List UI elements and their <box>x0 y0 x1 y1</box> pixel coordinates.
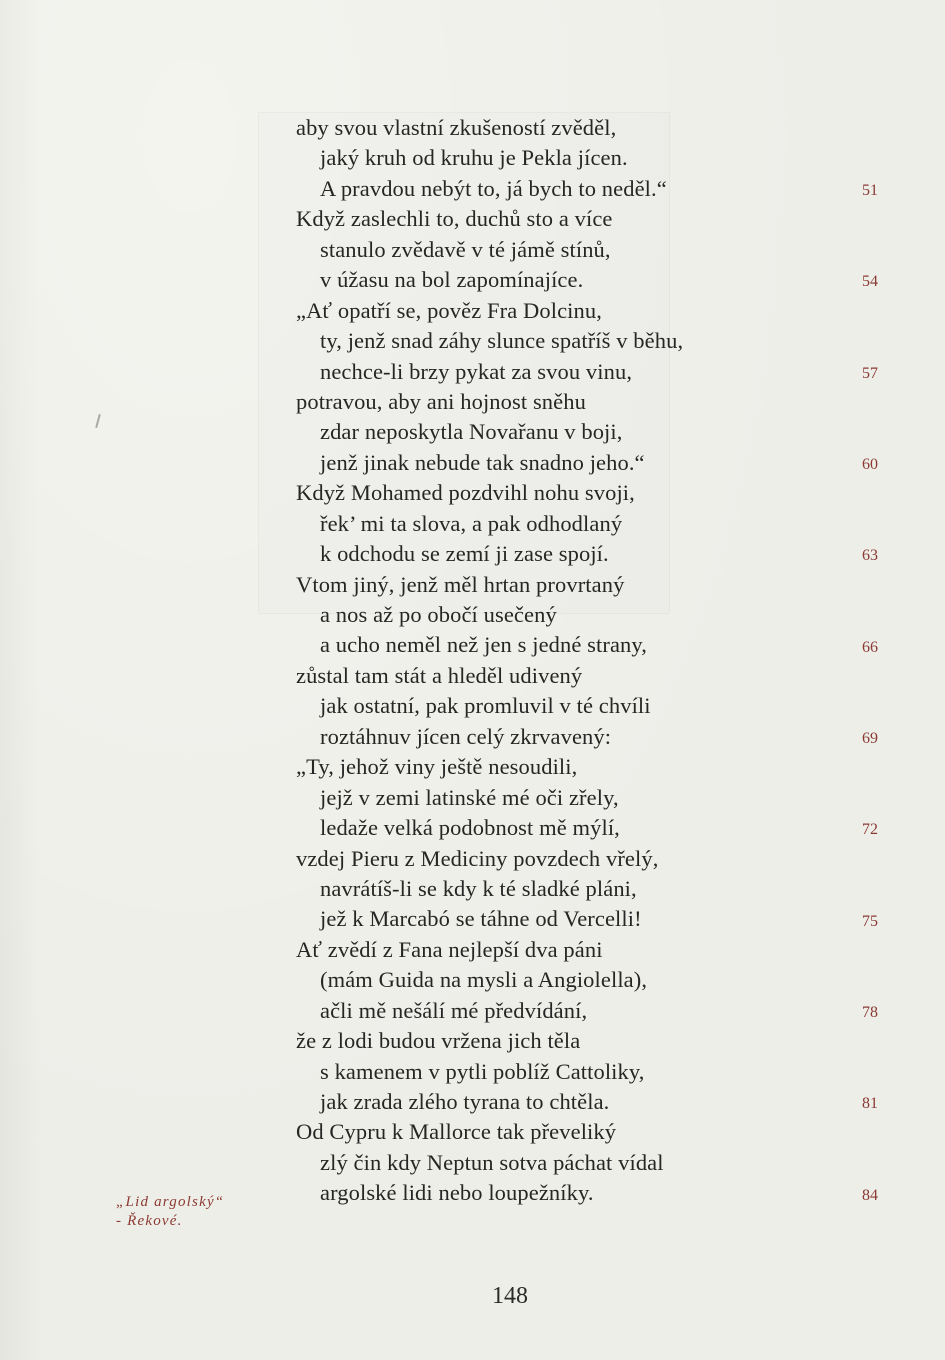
verse-line: roztáhnuv jícen celý zkrvavený: <box>320 723 612 749</box>
verse-line: jejž v zemi latinské mé oči zřely, <box>320 784 619 810</box>
line-number: 84 <box>862 1186 878 1204</box>
verse-line: že z lodi budou vržena jich těla <box>296 1028 581 1054</box>
poem-text <box>296 113 856 1209</box>
paper-mark <box>95 414 101 428</box>
verse-line: ledaže velká podobnost mě mýlí, <box>320 815 620 841</box>
verse-line: ačli mě nešálí mé předvídání, <box>320 997 588 1023</box>
verse-line: a nos až po obočí usečený <box>320 602 557 627</box>
verse-line: „Ať opatří se, pověz Fra Dolcinu, <box>296 297 602 323</box>
verse-line: ty, jenž snad záhy slunce spatříš v běhu, <box>320 328 684 354</box>
margin-note-gloss: - Řekové. <box>116 1213 183 1229</box>
verse-line: aby svou vlastní zkušeností zvěděl, <box>296 115 617 140</box>
verse-line: Ať zvědí z Fana nejlepší dva páni <box>296 936 603 962</box>
verse-line: jak ostatní, pak promluvil v té chvíli <box>320 693 651 719</box>
verse-line: Vtom jiný, jenž měl hrtan provrtaný <box>296 571 625 597</box>
verse-line: Když Mohamed pozdvihl nohu svoji, <box>296 480 635 506</box>
verse-line: a ucho neměl než jen s jedné strany, <box>320 632 648 658</box>
verse-line: Když zaslechli to, duchů sto a více <box>296 206 613 232</box>
line-number: 51 <box>862 181 878 199</box>
verse-line: zůstal tam stát a hleděl udivený <box>296 662 583 688</box>
line-number: 75 <box>862 912 878 930</box>
verse-line: „Ty, jehož viny ještě nesoudili, <box>296 754 578 780</box>
line-number: 57 <box>862 364 878 382</box>
line-number: 63 <box>862 547 878 565</box>
verse-line: nechce-li brzy pykat za svou vinu, <box>320 358 633 384</box>
margin-note-term: „Lid argolský“ <box>116 1194 225 1210</box>
page-number: 148 <box>492 1283 528 1309</box>
verse-line: A pravdou nebýt to, já bych to neděl.“ <box>320 175 667 201</box>
verse-line: jež k Marcabó se táhne od Vercelli! <box>320 906 642 932</box>
verse-line: zdar neposkytla Novařanu v boji, <box>320 419 623 445</box>
line-number: 72 <box>862 821 878 839</box>
verse-line: navrátíš-li se kdy k té sladké pláni, <box>320 875 637 901</box>
line-number: 78 <box>862 1004 878 1022</box>
line-number: 69 <box>862 730 878 747</box>
verse-line: (mám Guida na mysli a Angiolella), <box>320 967 648 993</box>
verse-line: řek’ mi ta slova, a pak odhodlaný <box>320 510 623 536</box>
verse-line: argolské lidi nebo loupežníky. <box>320 1180 594 1206</box>
line-number: 60 <box>862 455 878 473</box>
line-number: 54 <box>862 273 878 291</box>
verse-line: s kamenem v pytli poblíž Cattoliky, <box>320 1058 645 1084</box>
verse-line: jak zrada zlého tyrana to chtěla. <box>320 1089 610 1114</box>
verse-line: v úžasu na bol zapomínajíce. <box>320 267 584 293</box>
verse-line: k odchodu se zemí ji zase spojí. <box>320 541 609 567</box>
verse-line: vzdej Pieru z Mediciny povzdech vřelý, <box>296 845 659 871</box>
verse-line: jaký kruh od kruhu je Pekla jícen. <box>320 145 628 171</box>
verse-line: potravou, aby ani hojnost sněhu <box>296 388 586 414</box>
verse-line: Od Cypru k Mallorce tak převeliký <box>296 1119 617 1145</box>
verse-line: stanulo zvědavě v té jámě stínů, <box>320 236 611 262</box>
line-number: 81 <box>862 1095 878 1113</box>
verse-line: zlý čin kdy Neptun sotva páchat vídal <box>320 1149 664 1175</box>
margin-note <box>116 1193 224 1231</box>
line-number: 66 <box>862 638 878 656</box>
verse-line: jenž jinak nebude tak snadno jeho.“ <box>320 449 645 475</box>
